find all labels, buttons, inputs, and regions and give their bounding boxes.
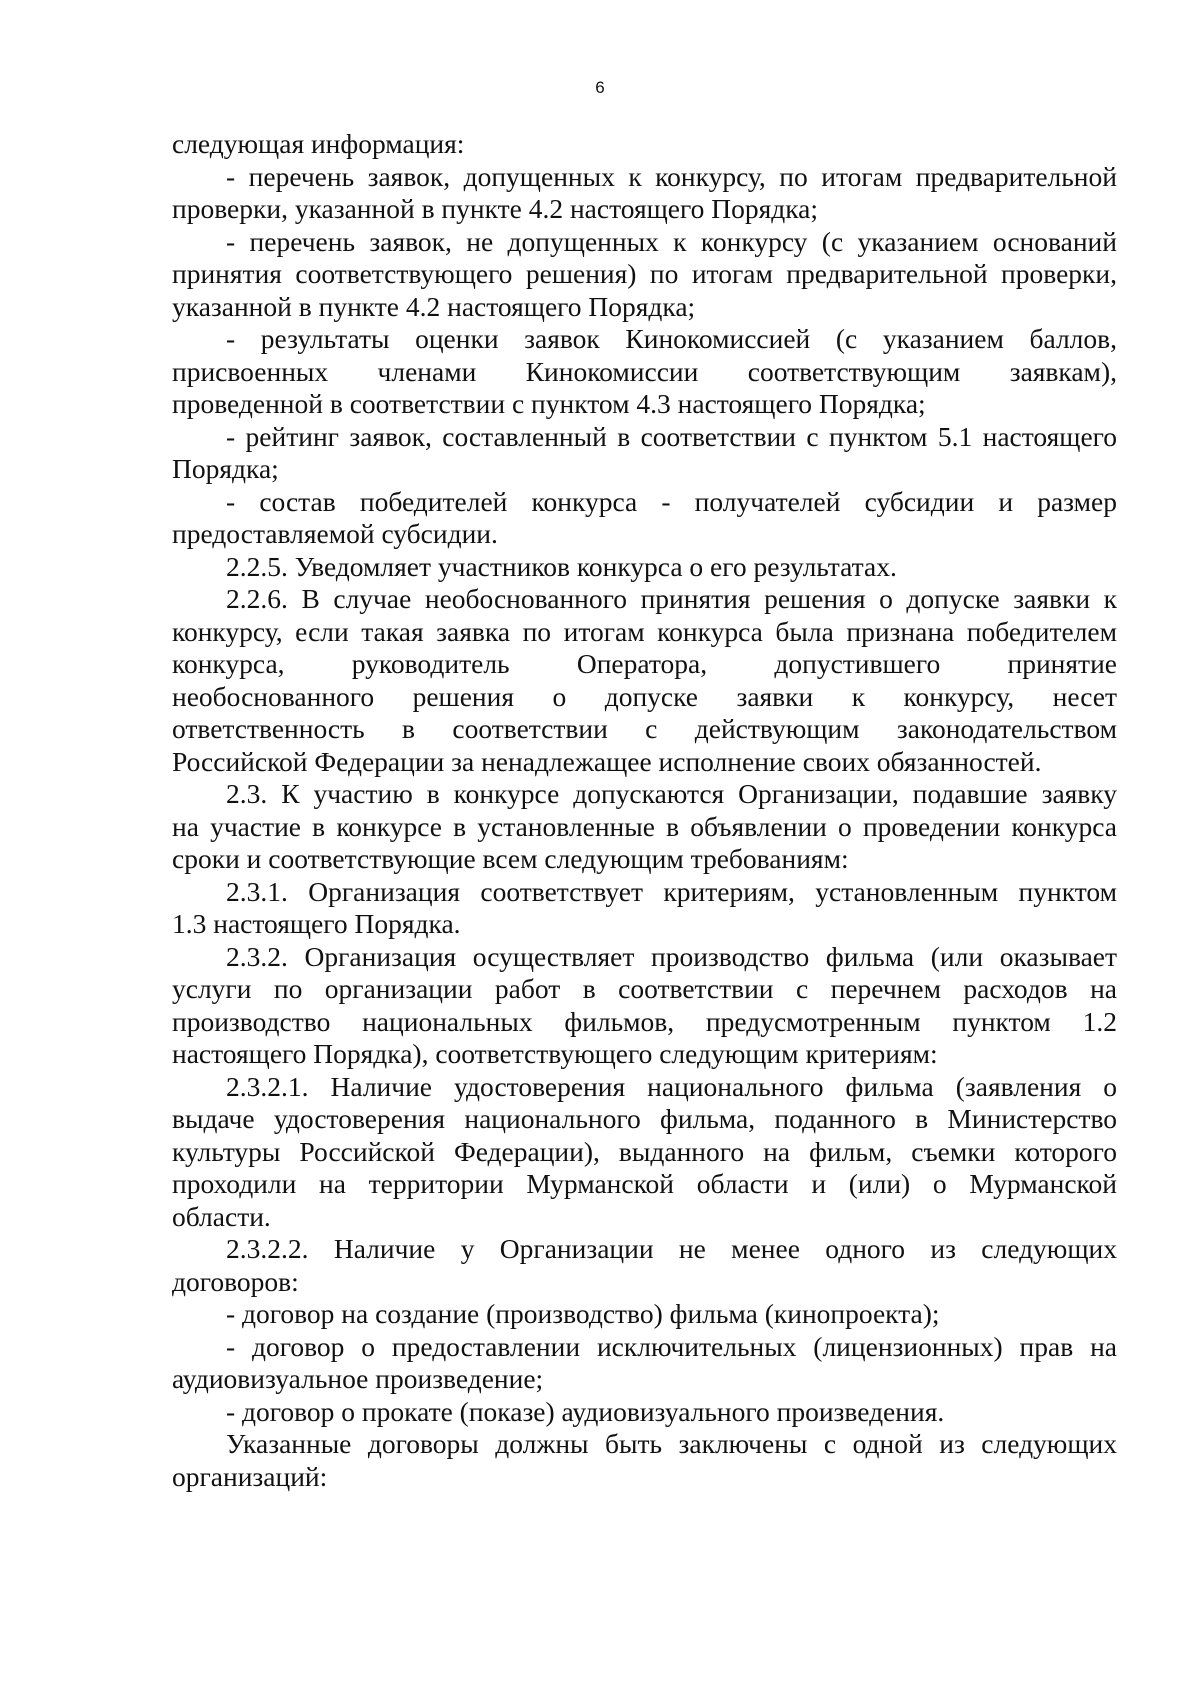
paragraph-intro xyxy=(172,128,1117,161)
text-line: - результаты оценки заявок Кинокомиссией (с указанием баллов, xyxy=(226,323,1117,354)
text-line: настоящего Порядка), соответствующего следующим критериям: xyxy=(172,1038,938,1069)
text-line: аудиовизуальное произведение; xyxy=(172,1363,544,1394)
text-line: Российской Федерации за ненадлежащее исполнение своих обязанностей. xyxy=(172,745,1042,777)
document-body xyxy=(172,128,1117,1493)
paragraph-list-contract-rights xyxy=(172,1331,1117,1396)
text-line: - договор о предоставлении исключительных (лицензионных) прав на xyxy=(226,1330,1117,1362)
text-line: 2.2.6. В случае необоснованного принятия решения о допуске заявки к xyxy=(226,583,1117,614)
text-line: указанной в пункте 4.2 настоящего Порядка; xyxy=(172,290,696,322)
text-line: проведенной в соответствии с пунктом 4.3 настоящего Порядка; xyxy=(172,388,926,419)
text-line: следующая информация: xyxy=(172,128,465,159)
text-line: ответственность в соответствии с действующим законодательством xyxy=(172,713,1117,744)
text-line: производство национальных фильмов, предусмотренным пунктом 1.2 xyxy=(172,1005,1117,1037)
paragraph-list-evaluation xyxy=(172,323,1117,421)
text-line: присвоенных членами Кинокомиссии соответствующим заявкам), xyxy=(172,355,1117,387)
text-line: договоров: xyxy=(172,1265,299,1297)
paragraph-list-rating xyxy=(172,421,1117,486)
text-line: 2.3. К участию в конкурсе допускаются Организации, подавшие заявку xyxy=(226,778,1117,809)
text-line: конкурса, руководитель Оператора, допустившего принятие xyxy=(172,648,1117,679)
text-line: 1.3 настоящего Порядка. xyxy=(172,908,461,939)
text-line: на участие в конкурсе в установленные в объявлении о проведении конкурса xyxy=(172,810,1117,842)
text-line: культуры Российской Федерации), выданного на фильм, съемки которого xyxy=(172,1135,1117,1167)
text-line: 2.3.2. Организация осуществляет производство фильма (или оказывает xyxy=(226,940,1117,972)
text-line: сроки и соответствующие всем следующим требованиям: xyxy=(172,843,849,874)
paragraph-list-winners xyxy=(172,486,1117,551)
text-line: принятия соответствующего решения) по итогам предварительной проверки, xyxy=(172,258,1117,289)
paragraph-list-admitted xyxy=(172,161,1117,226)
text-line: проверки, указанной в пункте 4.2 настоящего Порядка; xyxy=(172,193,819,224)
paragraph-list-contract-distribution xyxy=(172,1396,1117,1429)
text-line: 2.3.2.1. Наличие удостоверения национального фильма (заявления о xyxy=(226,1070,1117,1102)
paragraph-p-2-2-6 xyxy=(172,583,1117,778)
text-line: Указанные договоры должны быть заключены с одной из следующих xyxy=(226,1428,1117,1459)
text-line: - договор о прокате (показе) аудиовизуального произведения. xyxy=(226,1395,945,1427)
page-number: 6 xyxy=(595,78,605,97)
paragraph-p-2-3-1 xyxy=(172,876,1117,941)
paragraph-p-2-3 xyxy=(172,778,1117,876)
text-line: - договор на создание (производство) фильма (кинопроекта); xyxy=(226,1298,940,1329)
text-line: организаций: xyxy=(172,1460,328,1492)
text-line: необоснованного решения о допуске заявки к конкурсу, несет xyxy=(172,680,1117,712)
paragraph-list-contract-production xyxy=(172,1298,1117,1331)
text-line: конкурсу, если такая заявка по итогам конкурса была признана победителем xyxy=(172,615,1117,647)
text-line: области. xyxy=(172,1200,271,1232)
text-line: услуги по организации работ в соответствии с перечнем расходов на xyxy=(172,973,1117,1004)
paragraph-p-contracts-concluded xyxy=(172,1428,1117,1493)
paragraph-p-2-3-2 xyxy=(172,941,1117,1071)
paragraph-list-not-admitted xyxy=(172,226,1117,324)
text-line: Порядка; xyxy=(172,453,279,484)
text-line: предоставляемой субсидии. xyxy=(172,518,498,549)
paragraph-p-2-2-5 xyxy=(172,551,1117,584)
text-line: - перечень заявок, допущенных к конкурсу, по итогам предварительной xyxy=(226,160,1117,192)
text-line: - рейтинг заявок, составленный в соответствии с пунктом 5.1 настоящего xyxy=(226,420,1117,452)
paragraph-p-2-3-2-1 xyxy=(172,1071,1117,1234)
text-line: выдаче удостоверения национального фильма, поданного в Министерство xyxy=(172,1103,1117,1134)
text-line: 2.2.5. Уведомляет участников конкурса о его результатах. xyxy=(226,550,897,582)
text-line: проходили на территории Мурманской области и (или) о Мурманской xyxy=(172,1168,1117,1199)
text-line: - состав победителей конкурса - получателей субсидии и размер xyxy=(226,485,1117,517)
paragraph-p-2-3-2-2 xyxy=(172,1233,1117,1298)
text-line: 2.3.2.2. Наличие у Организации не менее одного из следующих xyxy=(226,1233,1117,1264)
text-line: - перечень заявок, не допущенных к конкурсу (с указанием оснований xyxy=(226,225,1117,257)
text-line: 2.3.1. Организация соответствует критериям, установленным пунктом xyxy=(226,875,1117,907)
